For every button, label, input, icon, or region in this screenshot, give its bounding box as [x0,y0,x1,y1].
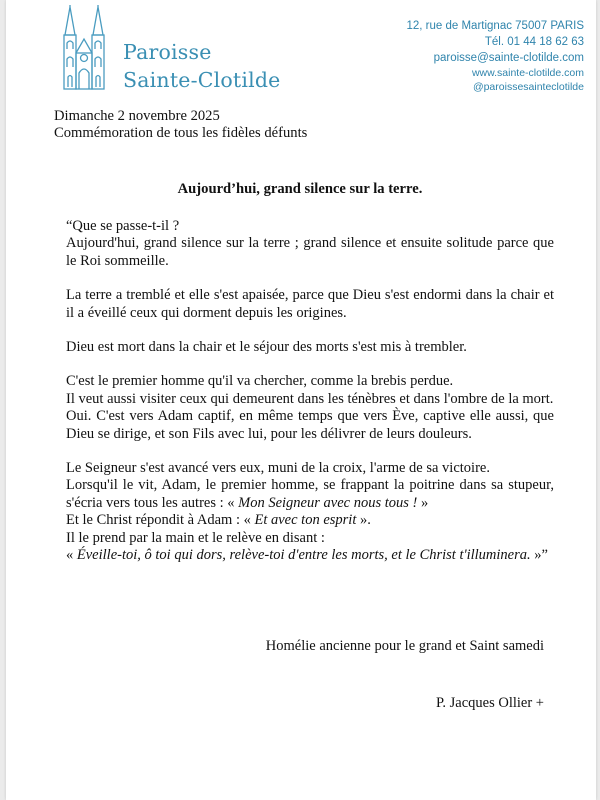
paragraph-5-line-3-close: ». [360,512,371,529]
website-link[interactable]: www.sainte-clotilde.com [471,67,584,79]
document-title: Aujourd’hui, grand silence sur la terre. [177,181,423,197]
paragraph-4-line-2: Il veut aussi visiter ceux qui demeurent dans les ténèbres et dans l'ombre de la mort. [66,390,554,407]
paragraph-4-line-3: Oui. C'est vers Adam captif, en même temps que vers Ève, captive elle aussi, que Dieu se dirige, et son Fils avec lui, pour les délivrer de leurs douleurs. [66,408,554,442]
paragraph-5-line-2-quote: Mon Seigneur avec nous tous ! [238,494,418,511]
paragraph-5-line-3-quote: Et avec ton esprit [254,512,357,529]
paragraph-5-line-2-text: Lorsqu'il le vit, Adam, le premier homme, se frappant la poitrine dans sa stupeur, s'écria vers tous les autres : « [66,477,554,511]
paragraph-3: Dieu est mort dans la chair et le séjour des morts s'est mis à trembler. [66,339,467,356]
church-facade-logo-icon [61,5,107,90]
paragraph-4 [66,373,554,443]
signature: P. Jacques Ollier + [435,695,544,711]
paragraph-5-line-2-close: » [420,494,429,511]
paragraph-5-line-2 [66,477,554,512]
parish-name-line2: Sainte-Clotilde [123,68,281,92]
date-line: Dimanche 2 novembre 2025 [54,108,220,124]
date-block [54,108,307,142]
paragraph-5-line-5 [66,547,554,564]
paragraph-5-line-4: Il le prend par la main et le relève en disant : [66,529,325,546]
homily-text [66,218,554,565]
contact-block [406,18,584,94]
paragraph-1-line-2: Aujourd'hui, grand silence sur la terre ; grand silence et ensuite solitude parce que le Roi sommeille. [66,235,554,269]
paragraph-5-line-1: Le Seigneur s'est avancé vers eux, muni de la croix, l'arme de sa victoire. [66,460,490,477]
paragraph-5 [66,460,554,564]
paragraph-1-line-1: “Que se passe-t-il ? [66,218,180,234]
paragraph-5-line-5-quote: Éveille-toi, ô toi qui dors, relève-toi d'entre les morts, et le Christ t'illuminera. [76,547,531,564]
address: 12, rue de Martignac 75007 PARIS [406,20,584,32]
email-link[interactable]: paroisse@sainte-clotilde.com [433,52,584,64]
occasion-line: Commémoration de tous les fidèles défunts [54,125,308,141]
paragraph-4-line-1: C'est le premier homme qu'il va chercher, comme la brebis perdue. [66,373,454,390]
paragraph-5-line-5-open: « [66,547,74,564]
parish-name-line1: Paroisse [123,40,212,64]
paragraph-5-line-5-close: »” [534,547,548,564]
paragraph-1 [66,218,554,270]
document-page [6,0,596,800]
paragraph-5-line-3 [66,512,554,529]
phone: Tél. 01 44 18 62 63 [484,36,584,48]
source-attribution: Homélie ancienne pour le grand et Saint samedi [265,638,544,654]
paragraph-5-line-3-text: Et le Christ répondit à Adam : « [66,512,251,529]
social-handle: @paroissesainteclotilde [472,81,584,93]
paragraph-2: La terre a tremblé et elle s'est apaisée, parce que Dieu s'est endormi dans la chair et il a éveillé ceux qui dorment depuis les origines. [66,287,554,321]
parish-name [123,38,281,94]
